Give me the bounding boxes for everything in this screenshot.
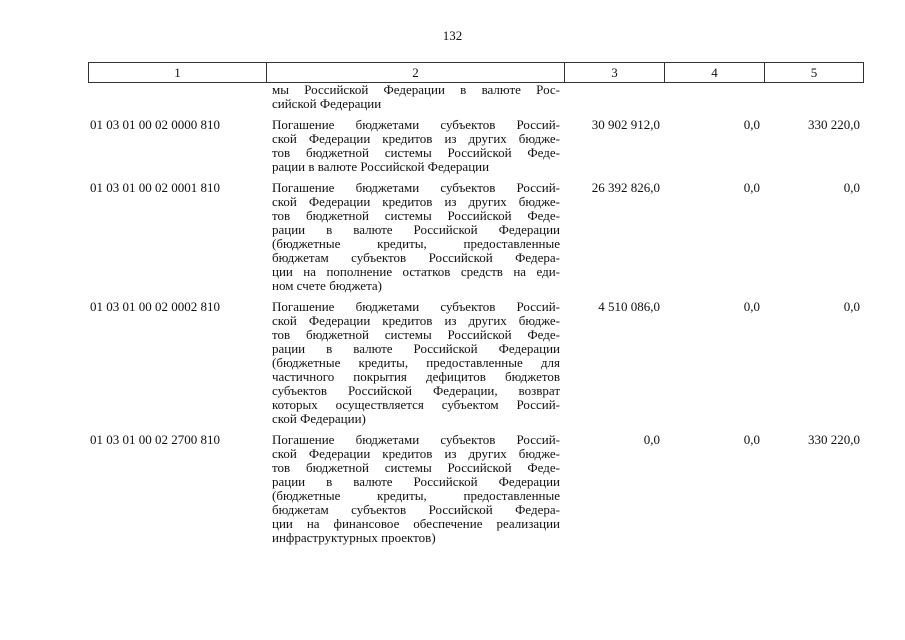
header-col-4: 4 [665, 63, 765, 82]
table-body [88, 83, 864, 545]
row-code: 01 03 01 00 02 0001 810 [90, 180, 220, 195]
row-description: Погашение бюджетами субъектов Россий- ской Федерации кредитов из других бюдже- тов бюджетной системы Российской Феде- рации в валюте Российской Федерации (бюджетные кредиты, предоставленные бюджетам субъектов Российской Федера- ции на финансовое обеспечение реализации инфраструктурных проектов) [272, 432, 560, 545]
table-row [88, 433, 864, 545]
row-col4: 0,0 [743, 117, 760, 132]
row-col5: 0,0 [843, 180, 860, 195]
row-col5: 330 220,0 [808, 432, 860, 447]
table-row [88, 181, 864, 293]
row-col3: 30 902 912,0 [591, 117, 660, 132]
row-col4: 0,0 [743, 180, 760, 195]
row-code: 01 03 01 00 02 0000 810 [90, 117, 220, 132]
row-code: 01 03 01 00 02 0002 810 [90, 299, 220, 314]
header-col-5: 5 [810, 65, 818, 80]
row-description: Погашение бюджетами субъектов Россий- ской Федерации кредитов из других бюдже- тов бюджетной системы Российской Феде- рации в валюте Российской Федерации (бюджетные кредиты, предоставленные для частичного покрытия дефицитов бюджетов субъектов Российской Федерации, возврат которых осуществляется субъектом Россий- ской Федерации) [272, 299, 560, 426]
page-number: 132 [442, 28, 463, 43]
row-col4: 0,0 [743, 299, 760, 314]
row-description: Погашение бюджетами субъектов Россий- ской Федерации кредитов из других бюдже- тов бюджетной системы Российской Феде- рации в валюте Российской Федерации (бюджетные кредиты, предоставленные бюджетам субъектов Российской Федера- ции на пополнение остатков средств на еди- ном счете бюджета) [272, 180, 560, 293]
row-col3: 4 510 086,0 [598, 299, 660, 314]
table-row [88, 118, 864, 174]
header-col-2: 2 [267, 63, 565, 82]
header-col-1: 1 [89, 63, 267, 82]
continuation-text: мы Российской Федерации в валюте Рос- сийской Федерации [272, 82, 560, 111]
row-col4: 0,0 [743, 432, 760, 447]
row-col5: 330 220,0 [808, 117, 860, 132]
row-col5: 0,0 [843, 299, 860, 314]
table-row [88, 300, 864, 426]
table-header [88, 62, 864, 83]
header-col-3: 3 [565, 63, 665, 82]
row-col3: 0,0 [643, 432, 660, 447]
row-col3: 26 392 826,0 [591, 180, 660, 195]
row-code: 01 03 01 00 02 2700 810 [90, 432, 220, 447]
continuation-row [88, 83, 864, 111]
row-description: Погашение бюджетами субъектов Россий- ской Федерации кредитов из других бюдже- тов бюджетной системы Российской Феде- рации в валюте Российской Федерации [272, 117, 560, 174]
